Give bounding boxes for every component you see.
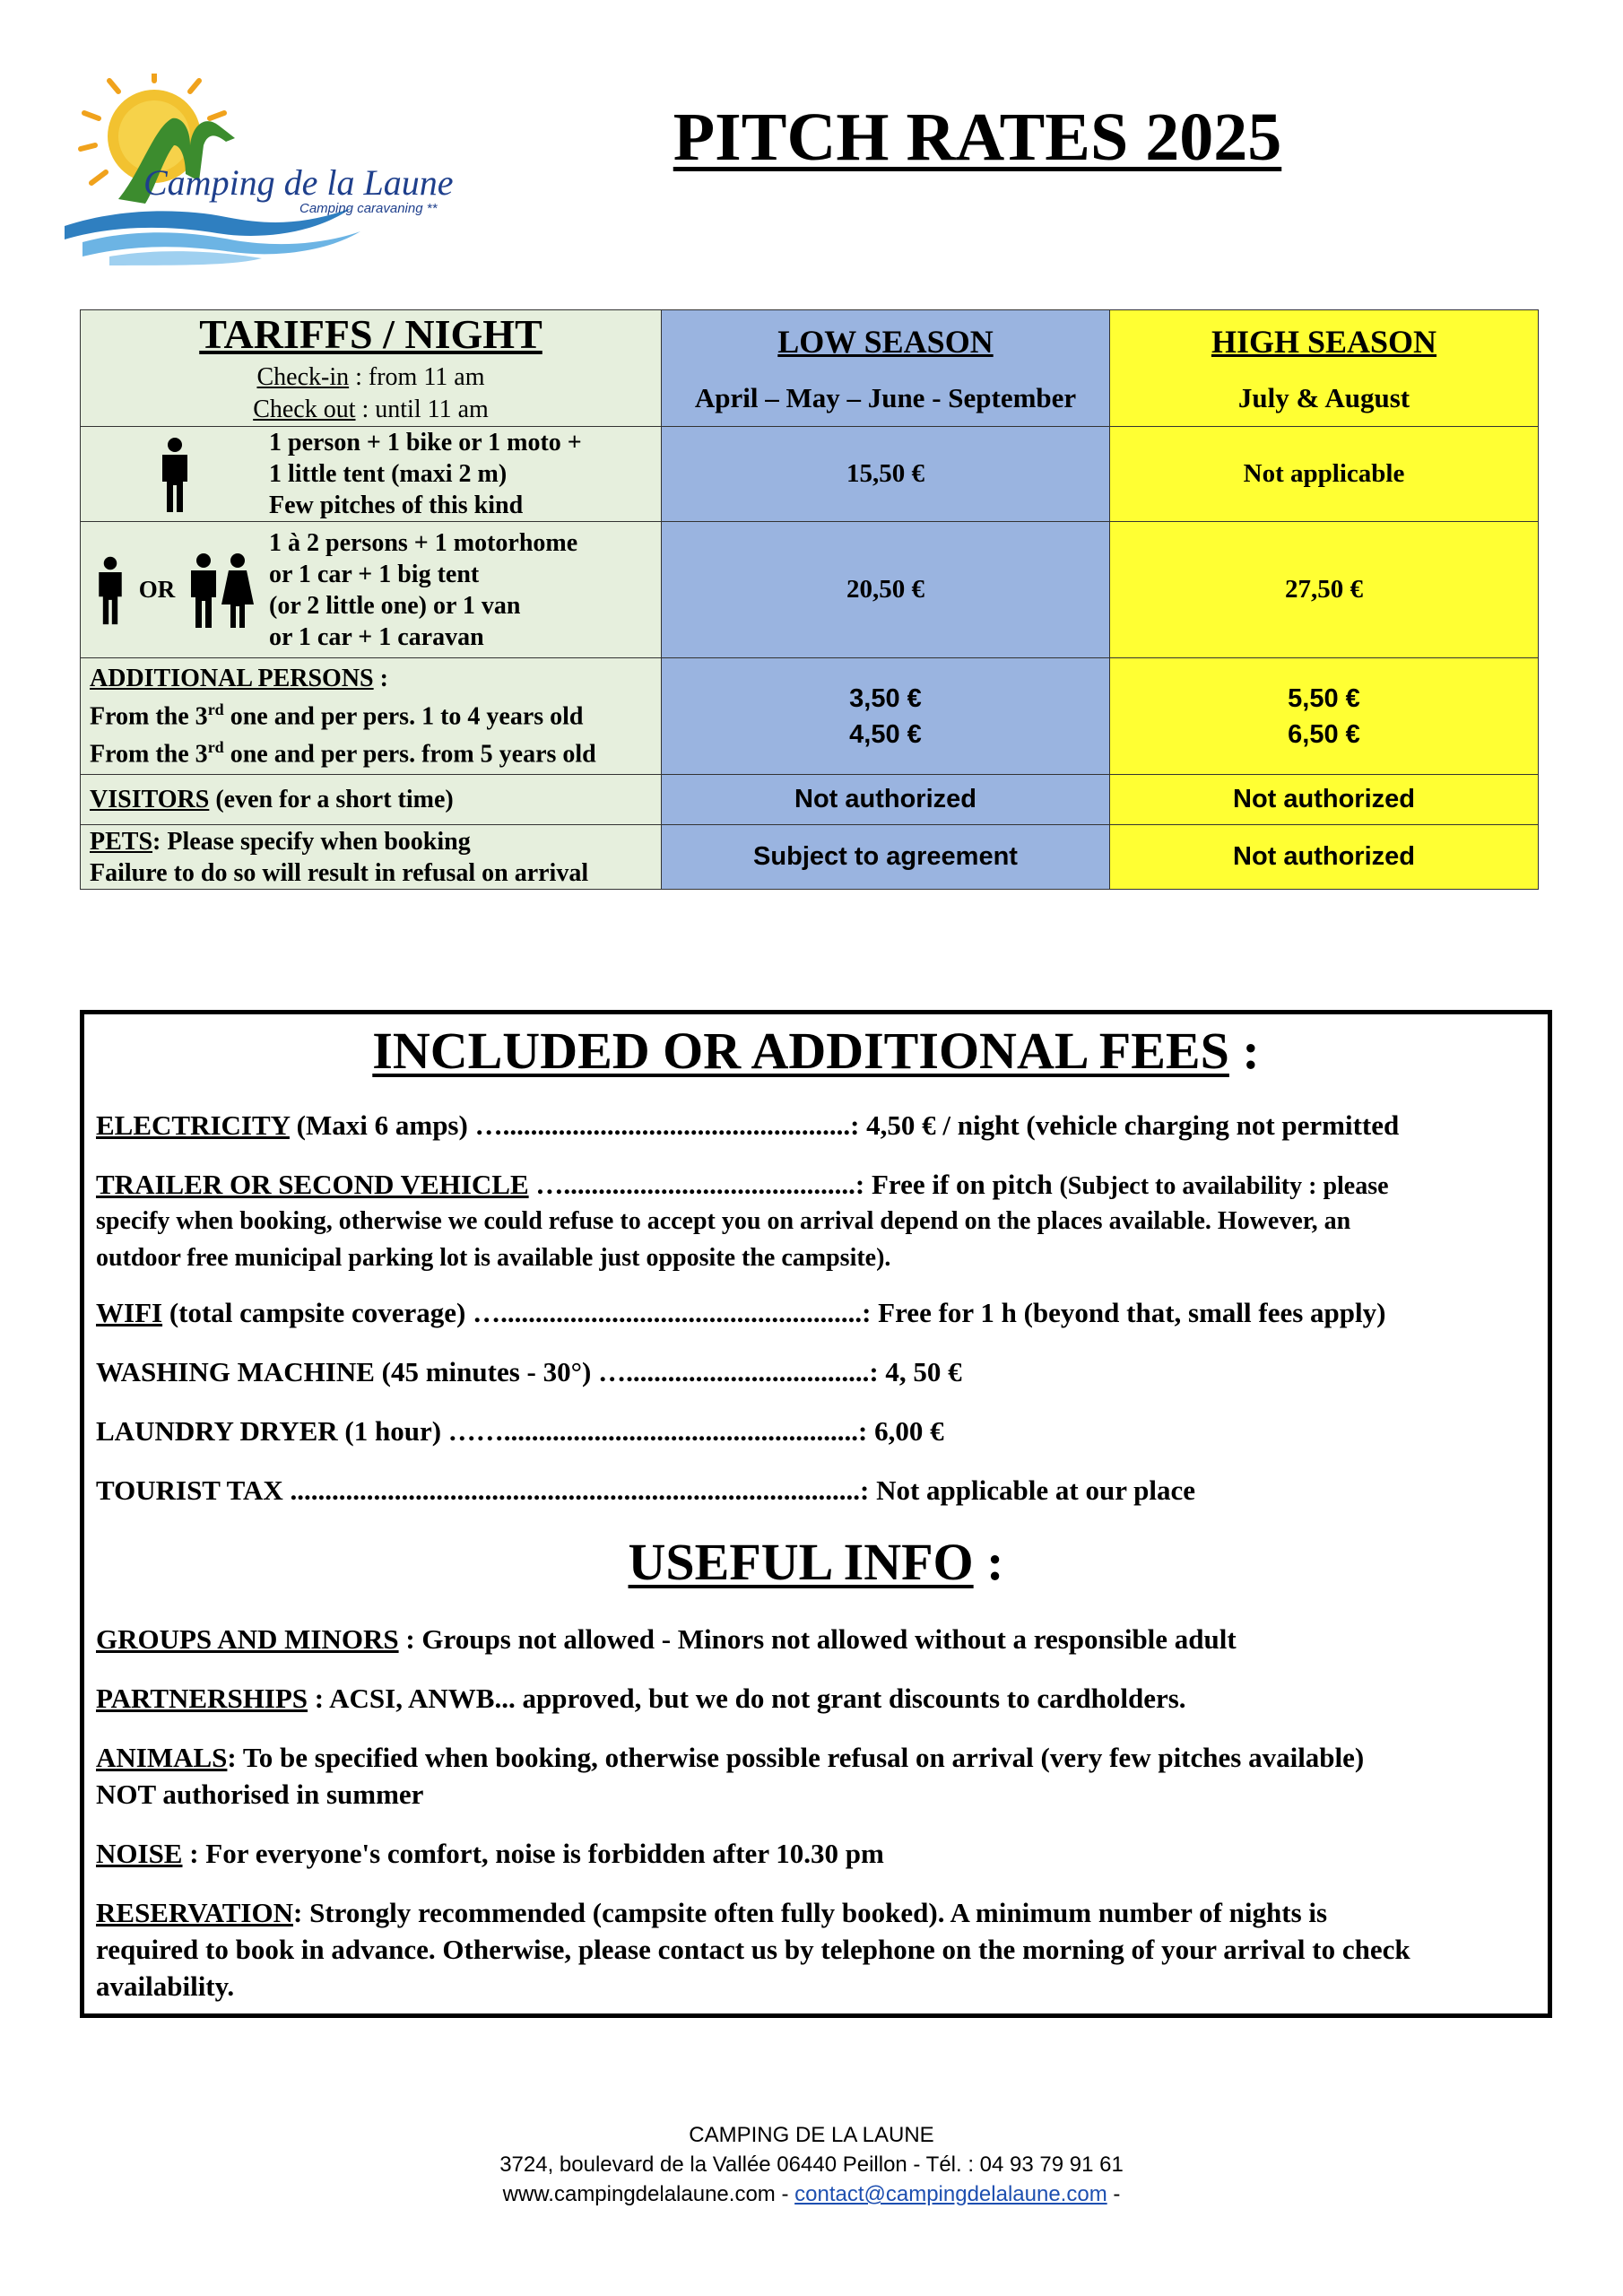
rate-row-visitors: [81, 775, 1539, 825]
info-noise: NOISE : For everyone's comfort, noise is forbidden after 10.30 pm: [96, 1838, 884, 1869]
fee-wifi: WIFI (total campsite coverage) …....................................................: Free for 1 h (beyond that, small fees apply): [96, 1297, 1386, 1328]
pets-high: Not authorized: [1110, 825, 1539, 890]
person-icon: [92, 550, 128, 631]
info-title: USEFUL INFO :: [628, 1533, 1004, 1591]
info-groups: GROUPS AND MINORS : Groups not allowed - Minors not allowed without a responsible adult: [96, 1623, 1237, 1655]
footer-name: CAMPING DE LA LAUNE: [689, 2123, 934, 2147]
additional-high-price-2: 6,50 €: [1288, 719, 1360, 749]
row1-line3: Few pitches of this kind: [269, 491, 524, 519]
pets-low: Subject to agreement: [662, 825, 1110, 890]
additional-low-price-2: 4,50 €: [849, 719, 922, 749]
high-season-dates: July & August: [1237, 381, 1410, 413]
visitors-high: Not authorized: [1110, 775, 1539, 825]
fee-washing: WASHING MACHINE (45 minutes - 30°) …...................................: 4, 50 €: [96, 1356, 962, 1387]
checkout-label: Check out: [253, 396, 356, 423]
additional-low-prices: [662, 658, 1110, 775]
or-label: OR: [138, 576, 176, 603]
fee-tax: TOURIST TAX ..................................................................................: Not applicable at our place: [96, 1474, 1196, 1506]
fees-title: INCLUDED OR ADDITIONAL FEES :: [372, 1022, 1260, 1080]
row1-line2: 1 little tent (maxi 2 m): [269, 460, 508, 488]
footer: [0, 2120, 1623, 2209]
visitors-label: VISITORS: [90, 786, 210, 813]
footer-contact: www.campingdelalaune.com - contact@campingdelalaune.com -: [502, 2182, 1121, 2206]
tariffs-title: TARIFFS / NIGHT: [199, 311, 542, 357]
visitors-low: Not authorized: [662, 775, 1110, 825]
tariffs-header-cell: [81, 310, 662, 427]
checkin-value: : from 11 am: [349, 363, 485, 391]
high-season-title: HIGH SEASON: [1211, 323, 1437, 360]
rate-row-additional: [81, 658, 1539, 775]
rate-row-pets: [81, 825, 1539, 890]
couple-icon: [186, 550, 257, 631]
info-reservation-line2: required to book in advance. Otherwise, please contact us by telephone on the morning of your arrival to check: [96, 1934, 1410, 1965]
visitors-desc: VISITORS (even for a short time): [81, 775, 662, 825]
additional-high-price-1: 5,50 €: [1288, 683, 1360, 713]
row2-low-price: 20,50 €: [662, 522, 1110, 658]
fee-trailer-line2: specify when booking, otherwise we could refuse to accept you on arrival depend on the places available. However, an: [96, 1207, 1351, 1235]
row2-high-price: 27,50 €: [1110, 522, 1539, 658]
footer-website[interactable]: www.campingdelalaune.com: [502, 2182, 776, 2206]
rate-row-pitch-desc: [81, 522, 662, 658]
additional-persons-label: ADDITIONAL PERSONS: [90, 664, 374, 692]
low-season-title: LOW SEASON: [777, 323, 994, 360]
person-icon: [155, 437, 195, 512]
pets-desc: PETS: Please specify when booking Failure to do so will result in refusal on arrival: [81, 825, 662, 890]
pets-line2: Failure to do so will result in refusal on arrival: [90, 858, 589, 887]
checkout-value: : until 11 am: [355, 396, 489, 423]
footer-address: 3724, boulevard de la Vallée 06440 Peillon - Tél. : 04 93 79 91 61: [499, 2152, 1124, 2177]
info-animals-line2: NOT authorised in summer: [96, 1779, 424, 1810]
brand-name: Camping de la Laune: [143, 162, 454, 203]
row1-high-price: Not applicable: [1110, 427, 1539, 522]
row2-line4: or 1 car + 1 caravan: [269, 622, 484, 651]
low-season-header: [662, 310, 1110, 427]
row2-line2: or 1 car + 1 big tent: [269, 560, 480, 588]
info-reservation: RESERVATION: Strongly recommended (campsite often fully booked). A minimum number of nights is: [96, 1897, 1328, 1928]
rates-table: [80, 309, 1539, 890]
fee-electricity: ELECTRICITY (Maxi 6 amps) …..................................................: 4,50 € / night (vehicle charging not permitted: [96, 1109, 1400, 1141]
rate-row-single: [81, 427, 1539, 522]
fee-dryer: LAUNDRY DRYER (1 hour) ……...................................................: 6,00 €: [96, 1415, 944, 1447]
high-season-header: [1110, 310, 1539, 427]
row2-line3: (or 2 little one) or 1 van: [269, 591, 521, 620]
footer-email-link[interactable]: contact@campingdelalaune.com: [794, 2182, 1107, 2206]
pets-label: PETS: [90, 827, 153, 856]
fee-trailer: TRAILER OR SECOND VEHICLE …..........................................: Free if on pitch (Subject to availability : please: [96, 1169, 1389, 1200]
low-season-dates: April – May – June - September: [694, 381, 1077, 413]
row2-line1: 1 à 2 persons + 1 motorhome: [269, 528, 578, 557]
rate-row-single-desc: [81, 427, 662, 522]
checkin-label: Check-in: [256, 363, 350, 391]
brand-tagline: Camping caravaning **: [299, 201, 438, 216]
additional-line2: From the 3rd one and per pers. from 5 years old: [90, 738, 596, 769]
page-title: PITCH RATES 2025: [673, 100, 1282, 175]
rates-header-row: [81, 310, 1539, 427]
fee-trailer-line3: outdoor free municipal parking lot is available just opposite the campsite).: [96, 1244, 891, 1272]
info-partnerships: PARTNERSHIPS : ACSI, ANWB... approved, but we do not grant discounts to cardholders.: [96, 1683, 1186, 1714]
additional-high-prices: [1110, 658, 1539, 775]
rate-row-pitch: [81, 522, 1539, 658]
row1-line1: 1 person + 1 bike or 1 moto +: [269, 429, 582, 457]
additional-line1: From the 3rd one and per pers. 1 to 4 years old: [90, 700, 584, 730]
additional-persons-desc: ADDITIONAL PERSONS : From the 3rd one and per pers. 1 to 4 years old From the 3rd one and per pers. from 5 years old: [81, 658, 662, 775]
additional-low-price-1: 3,50 €: [849, 683, 922, 713]
info-animals: ANIMALS: To be specified when booking, otherwise possible refusal on arrival (very few pitches available): [96, 1742, 1365, 1773]
row1-low-price: 15,50 €: [662, 427, 1110, 522]
info-reservation-line3: availability.: [96, 1970, 235, 2002]
